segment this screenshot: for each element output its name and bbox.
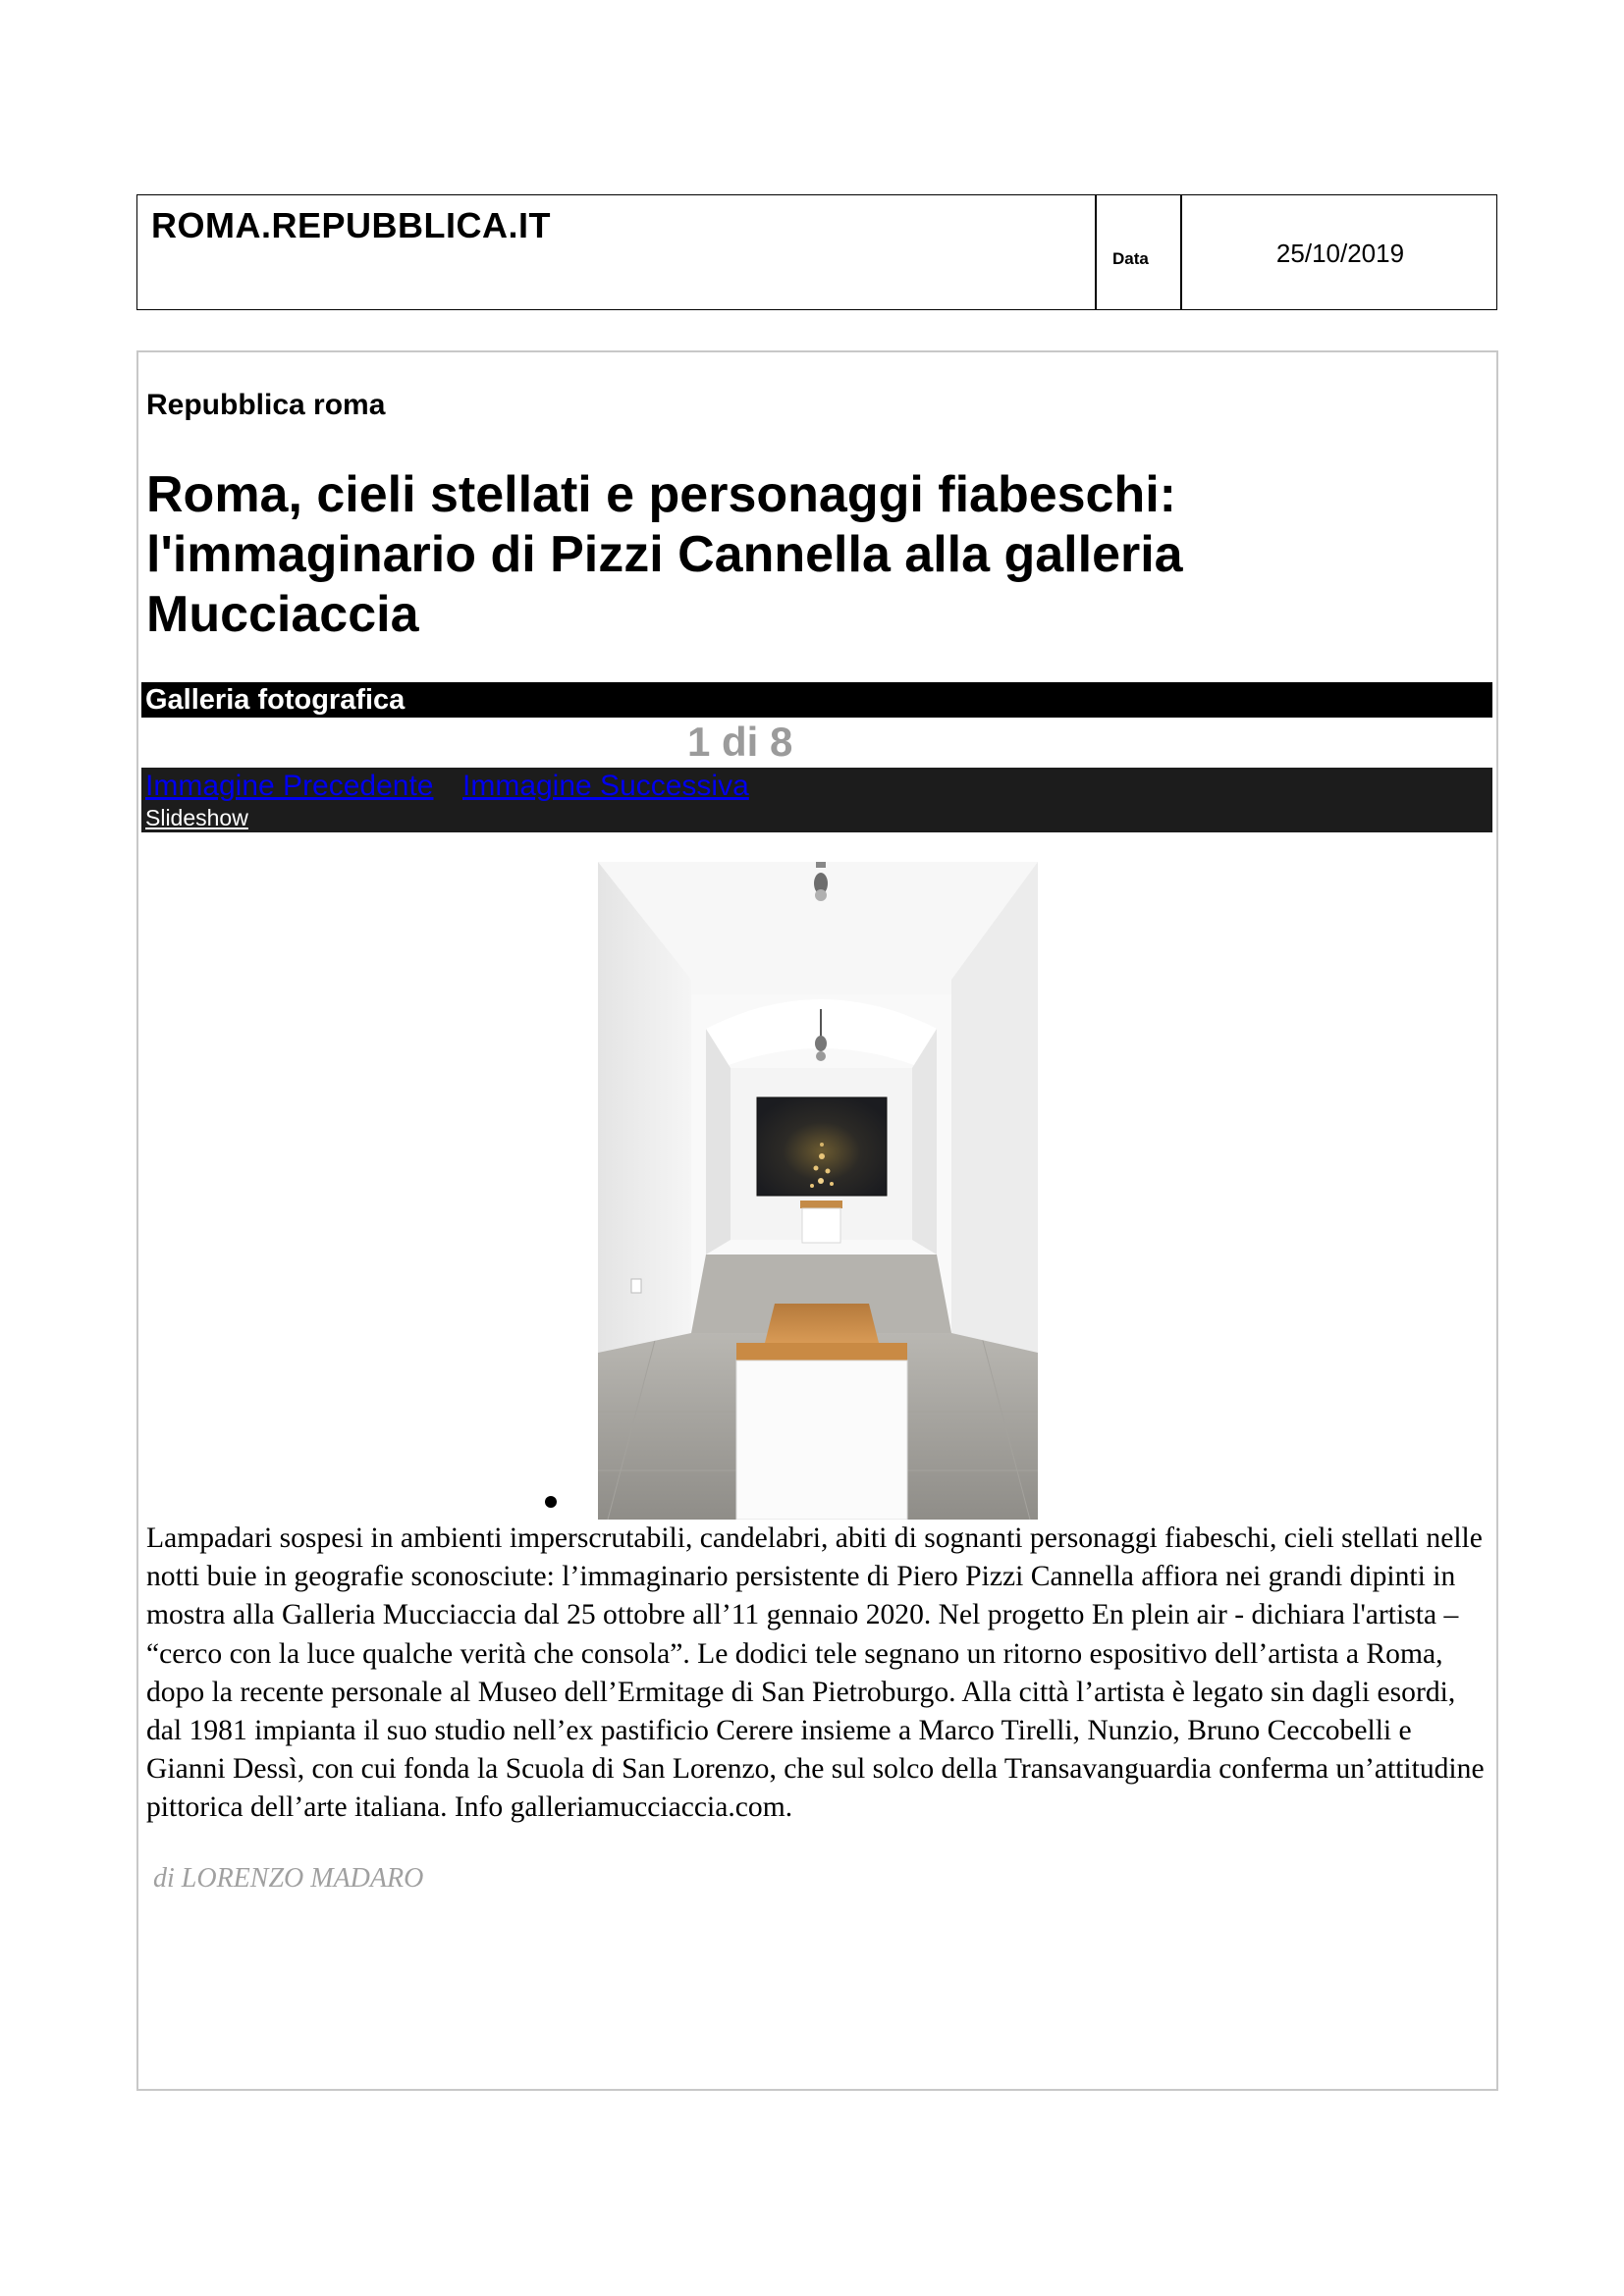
gallery-header-bar	[141, 682, 1492, 718]
header-divider	[1095, 195, 1097, 309]
section-name: Repubblica roma	[146, 389, 386, 421]
gallery-title: Galleria fotografica	[145, 684, 406, 716]
next-image-link[interactable]: Immagine Successiva	[462, 770, 749, 802]
gallery-nav-bar	[141, 768, 1492, 832]
list-bullet	[545, 1496, 557, 1508]
gallery-counter: 1 di 8	[687, 719, 793, 765]
date-label: Data	[1112, 249, 1149, 268]
clipping-header	[136, 194, 1497, 310]
byline: di LORENZO MADARO	[153, 1863, 424, 1894]
source-name: ROMA.REPUBBLICA.IT	[151, 205, 551, 245]
date-value: 25/10/2019	[1275, 239, 1405, 268]
article-title: Roma, cieli stellati e personaggi fiabeschi: l'immaginario di Pizzi Cannella alla galleria Mucciaccia	[146, 466, 1183, 643]
header-divider	[1180, 195, 1182, 309]
previous-image-link[interactable]: Immagine Precedente	[145, 770, 434, 802]
gallery-room-photo[interactable]	[598, 862, 1038, 1520]
slideshow-link[interactable]: Slideshow	[145, 805, 248, 830]
article-body: Lampadari sospesi in ambienti imperscrutabili, candelabri, abiti di sognanti personaggi fiabeschi, cieli stellati nelle notti buie in geografie sconosciute: l’immaginario persistente di Piero Pizzi Cannella affiora nei grandi dipinti in mostra alla Galleria Mucciaccia dal 25 ottobre all’11 gennaio 2020. Nel progetto En plein air - dichiara l'artista – “cerco con la luce qualche verità che consola”. Le dodici tele segnano un ritorno espositivo dell’artista a Roma, dopo la recente personale al Museo dell’Ermitage di San Pietroburgo. Alla città l’artista è legato sin dagli esordi, dal 1981 impianta il suo studio nell’ex pastificio Cerere insieme a Marco Tirelli, Nunzio, Bruno Ceccobelli e Gianni Dessì, con cui fonda la Scuola di San Lorenzo, che sul solco della Transavanguardia conferma un’attitudine pittorica dell’arte italiana. Info galleriamucciaccia.com.	[146, 1522, 1485, 1824]
